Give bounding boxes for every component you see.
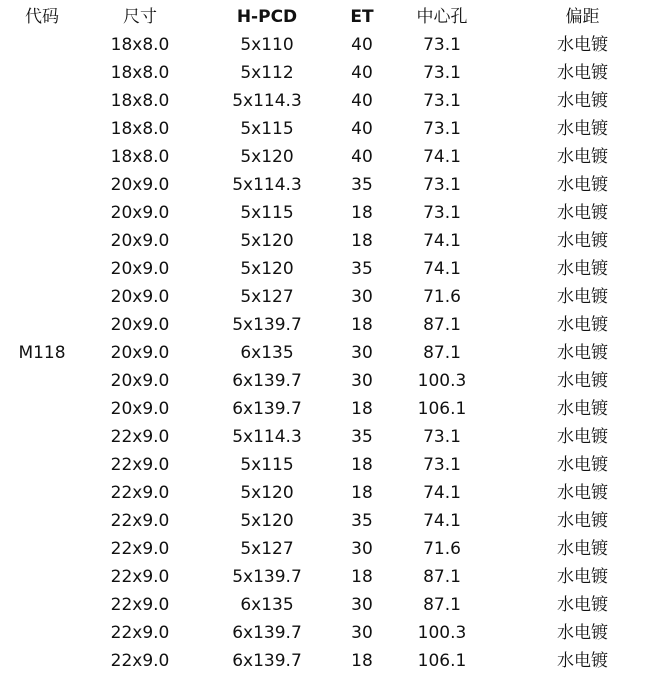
table-row: [0, 171, 667, 199]
table-row: [0, 535, 667, 563]
table-row: [0, 395, 667, 423]
et-cell: 18: [351, 567, 373, 587]
center-bore-cell: 74.1: [423, 147, 461, 167]
center-bore-cell: 74.1: [423, 483, 461, 503]
table-row: [0, 479, 667, 507]
size-cell: 22x9.0: [110, 427, 170, 447]
table-row: [0, 591, 667, 619]
table-row: [0, 507, 667, 535]
pcd-cell: 5x114.3: [232, 91, 302, 111]
header-pcd: H-PCD: [236, 7, 298, 27]
center-bore-cell: 73.1: [423, 203, 461, 223]
offset-cell: 水电镀: [557, 315, 608, 335]
pcd-cell: 5x120: [240, 147, 294, 167]
center-bore-cell: 106.1: [417, 399, 467, 419]
center-bore-cell: 71.6: [423, 287, 461, 307]
wheel-spec-table: [0, 3, 667, 675]
center-bore-cell: 74.1: [423, 259, 461, 279]
center-bore-cell: 106.1: [417, 651, 467, 671]
center-bore-cell: 74.1: [423, 231, 461, 251]
et-cell: 18: [351, 455, 373, 475]
offset-cell: 水电镀: [557, 595, 608, 615]
table-row: [0, 339, 667, 367]
offset-cell: 水电镀: [557, 203, 608, 223]
pcd-cell: 5x127: [240, 287, 294, 307]
size-cell: 20x9.0: [110, 343, 170, 363]
et-cell: 40: [351, 35, 373, 55]
et-cell: 40: [351, 63, 373, 83]
pcd-cell: 5x114.3: [232, 175, 302, 195]
pcd-cell: 5x110: [240, 35, 294, 55]
offset-cell: 水电镀: [557, 175, 608, 195]
et-cell: 18: [351, 483, 373, 503]
size-cell: 22x9.0: [110, 651, 170, 671]
size-cell: 20x9.0: [110, 259, 170, 279]
offset-cell: 水电镀: [557, 539, 608, 559]
offset-cell: 水电镀: [557, 623, 608, 643]
size-cell: 20x9.0: [110, 203, 170, 223]
et-cell: 35: [351, 259, 373, 279]
et-cell: 40: [351, 147, 373, 167]
table-row: [0, 59, 667, 87]
center-bore-cell: 87.1: [423, 343, 461, 363]
size-cell: 22x9.0: [110, 567, 170, 587]
table-row: [0, 255, 667, 283]
pcd-cell: 6x139.7: [232, 623, 302, 643]
offset-cell: 水电镀: [557, 287, 608, 307]
size-cell: 18x8.0: [110, 91, 170, 111]
center-bore-cell: 73.1: [423, 119, 461, 139]
table-row: [0, 563, 667, 591]
et-cell: 18: [351, 231, 373, 251]
table-body: [0, 31, 667, 675]
offset-cell: 水电镀: [557, 455, 608, 475]
offset-cell: 水电镀: [557, 147, 608, 167]
table-row: [0, 647, 667, 675]
et-cell: 30: [351, 287, 373, 307]
pcd-cell: 6x139.7: [232, 399, 302, 419]
size-cell: 22x9.0: [110, 595, 170, 615]
size-cell: 22x9.0: [110, 511, 170, 531]
et-cell: 18: [351, 651, 373, 671]
pcd-cell: 5x115: [240, 203, 294, 223]
table-row: [0, 31, 667, 59]
et-cell: 35: [351, 427, 373, 447]
size-cell: 18x8.0: [110, 35, 170, 55]
table-row: [0, 143, 667, 171]
offset-cell: 水电镀: [557, 567, 608, 587]
size-cell: 20x9.0: [110, 399, 170, 419]
table-row: [0, 115, 667, 143]
offset-cell: 水电镀: [557, 427, 608, 447]
size-cell: 22x9.0: [110, 483, 170, 503]
offset-cell: 水电镀: [557, 259, 608, 279]
offset-cell: 水电镀: [557, 371, 608, 391]
table-row: [0, 87, 667, 115]
center-bore-cell: 100.3: [417, 623, 467, 643]
offset-cell: 水电镀: [557, 483, 608, 503]
et-cell: 18: [351, 315, 373, 335]
table-row: [0, 283, 667, 311]
size-cell: 18x8.0: [110, 119, 170, 139]
center-bore-cell: 74.1: [423, 511, 461, 531]
et-cell: 18: [351, 399, 373, 419]
table-row: [0, 451, 667, 479]
table-row: [0, 619, 667, 647]
pcd-cell: 5x120: [240, 231, 294, 251]
size-cell: 22x9.0: [110, 455, 170, 475]
pcd-cell: 5x120: [240, 511, 294, 531]
table-header-row: [0, 3, 667, 31]
center-bore-cell: 73.1: [423, 175, 461, 195]
offset-cell: 水电镀: [557, 343, 608, 363]
offset-cell: 水电镀: [557, 399, 608, 419]
et-cell: 30: [351, 595, 373, 615]
size-cell: 20x9.0: [110, 287, 170, 307]
header-et: ET: [350, 7, 374, 27]
table-row: [0, 423, 667, 451]
header-offset: 偏距: [565, 7, 600, 27]
table-row: [0, 367, 667, 395]
pcd-cell: 5x120: [240, 259, 294, 279]
center-bore-cell: 73.1: [423, 63, 461, 83]
pcd-cell: 6x135: [240, 595, 294, 615]
size-cell: 18x8.0: [110, 63, 170, 83]
center-bore-cell: 87.1: [423, 567, 461, 587]
size-cell: 20x9.0: [110, 231, 170, 251]
pcd-cell: 5x114.3: [232, 427, 302, 447]
et-cell: 30: [351, 343, 373, 363]
offset-cell: 水电镀: [557, 231, 608, 251]
pcd-cell: 5x139.7: [232, 315, 302, 335]
header-size: 尺寸: [123, 7, 157, 27]
offset-cell: 水电镀: [557, 511, 608, 531]
size-cell: 22x9.0: [110, 539, 170, 559]
et-cell: 35: [351, 511, 373, 531]
et-cell: 18: [351, 203, 373, 223]
et-cell: 40: [351, 119, 373, 139]
center-bore-cell: 73.1: [423, 91, 461, 111]
et-cell: 30: [351, 371, 373, 391]
pcd-cell: 6x139.7: [232, 371, 302, 391]
center-bore-cell: 100.3: [417, 371, 467, 391]
et-cell: 30: [351, 539, 373, 559]
offset-cell: 水电镀: [557, 35, 608, 55]
size-cell: 20x9.0: [110, 315, 170, 335]
pcd-cell: 6x139.7: [232, 651, 302, 671]
et-cell: 40: [351, 91, 373, 111]
offset-cell: 水电镀: [557, 119, 608, 139]
code-cell: M118: [18, 343, 66, 363]
header-code: 代码: [25, 7, 59, 27]
pcd-cell: 6x135: [240, 343, 294, 363]
size-cell: 20x9.0: [110, 371, 170, 391]
et-cell: 35: [351, 175, 373, 195]
offset-cell: 水电镀: [557, 651, 608, 671]
pcd-cell: 5x115: [240, 119, 294, 139]
pcd-cell: 5x115: [240, 455, 294, 475]
center-bore-cell: 73.1: [423, 427, 461, 447]
pcd-cell: 5x120: [240, 483, 294, 503]
table-row: [0, 199, 667, 227]
center-bore-cell: 87.1: [423, 595, 461, 615]
et-cell: 30: [351, 623, 373, 643]
header-center-bore: 中心孔: [416, 7, 468, 27]
center-bore-cell: 73.1: [423, 455, 461, 475]
size-cell: 18x8.0: [110, 147, 170, 167]
center-bore-cell: 71.6: [423, 539, 461, 559]
pcd-cell: 5x112: [240, 63, 294, 83]
pcd-cell: 5x127: [240, 539, 294, 559]
center-bore-cell: 87.1: [423, 315, 461, 335]
size-cell: 22x9.0: [110, 623, 170, 643]
pcd-cell: 5x139.7: [232, 567, 302, 587]
table-row: [0, 311, 667, 339]
offset-cell: 水电镀: [557, 63, 608, 83]
table-row: [0, 227, 667, 255]
size-cell: 20x9.0: [110, 175, 170, 195]
offset-cell: 水电镀: [557, 91, 608, 111]
center-bore-cell: 73.1: [423, 35, 461, 55]
